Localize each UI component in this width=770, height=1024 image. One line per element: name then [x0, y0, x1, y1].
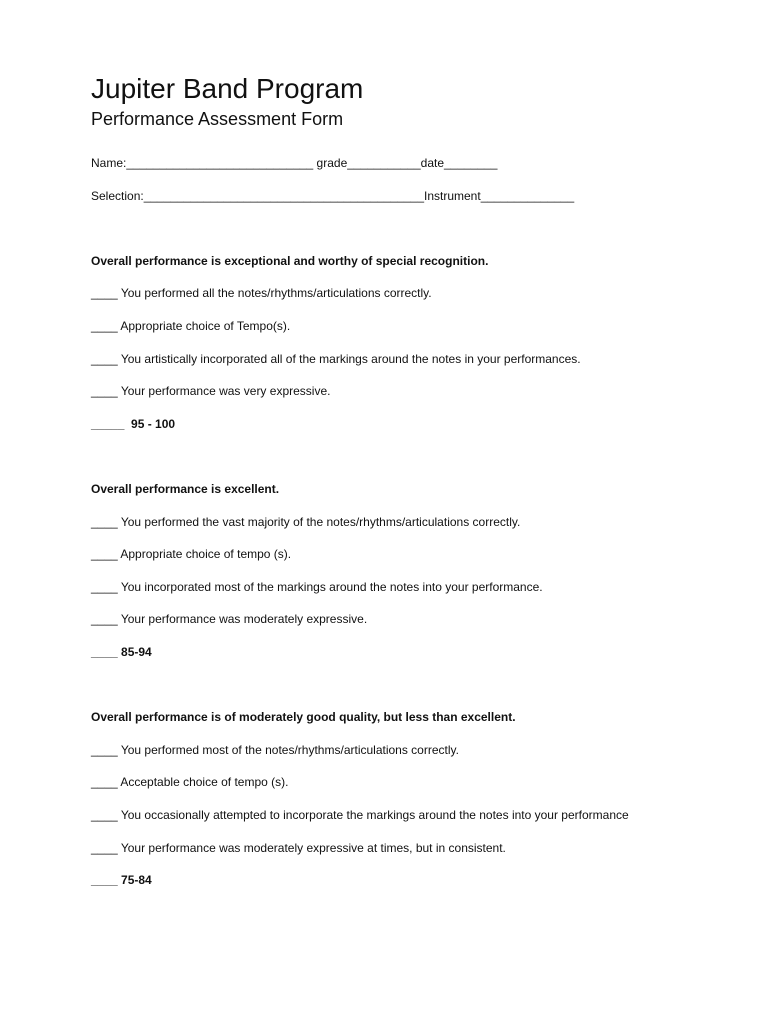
criterion-item: ____ You performed most of the notes/rhythms/articulations correctly.	[91, 743, 459, 757]
criterion-item: ____ Your performance was moderately expressive at times, but in consistent.	[91, 841, 506, 855]
criterion-item: ____ Your performance was very expressive.	[91, 384, 331, 398]
criterion-item: ____ Appropriate choice of Tempo(s).	[91, 319, 291, 333]
section-heading-excellent: Overall performance is excellent.	[91, 482, 280, 496]
criterion-item: ____ Appropriate choice of tempo (s).	[91, 547, 292, 561]
page-subtitle: Performance Assessment Form	[91, 109, 344, 129]
criterion-item: ____ You performed the vast majority of the notes/rhythms/articulations correctly.	[91, 515, 521, 529]
criterion-item: ____ Acceptable choice of tempo (s).	[91, 775, 289, 789]
section-heading-moderately-good: Overall performance is of moderately good quality, but less than excellent.	[91, 710, 516, 724]
score-range-75-84: ____ 75-84	[91, 873, 152, 887]
criterion-item: ____ You performed all the notes/rhythms/articulations correctly.	[91, 286, 432, 300]
criterion-item: ____ You artistically incorporated all of the markings around the notes in your performances.	[91, 352, 581, 366]
section-heading-exceptional: Overall performance is exceptional and worthy of special recognition.	[91, 254, 489, 268]
score-range-85-94: ____ 85-94	[91, 645, 152, 659]
criterion-item: ____ You incorporated most of the markings around the notes into your performance.	[91, 580, 543, 594]
name-grade-date-line: Name:____________________________ grade___________date________	[91, 156, 498, 170]
criterion-item: ____ Your performance was moderately expressive.	[91, 612, 368, 626]
criterion-item: ____ You occasionally attempted to incorporate the markings around the notes into your performance	[91, 808, 629, 822]
score-range-95-100: _____ 95 - 100	[91, 417, 176, 431]
selection-instrument-line: Selection:__________________________________________Instrument______________	[91, 189, 575, 203]
page-title: Jupiter Band Program	[91, 73, 364, 104]
